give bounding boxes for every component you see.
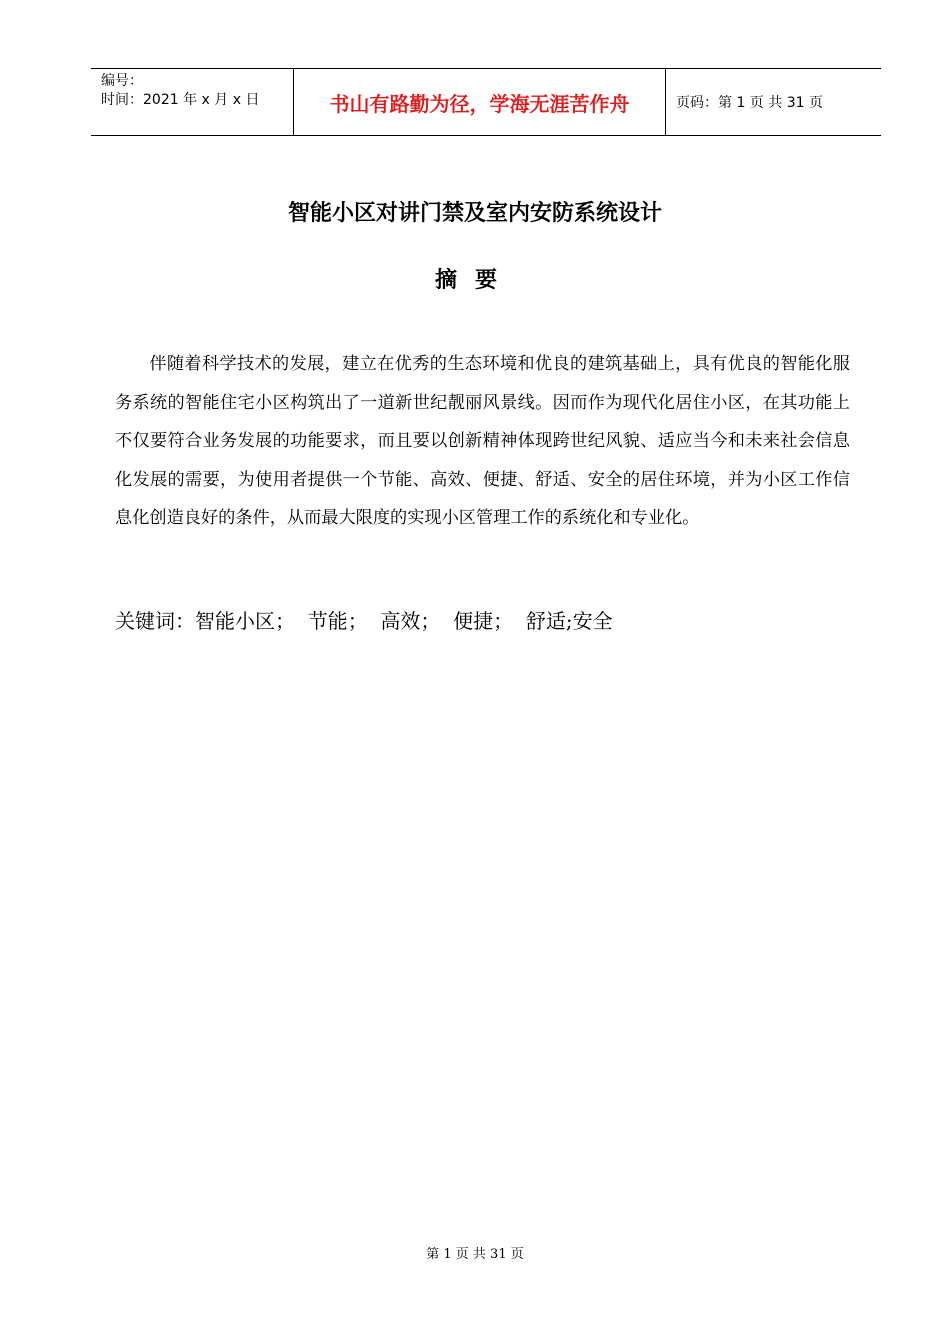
header-meta-cell [91, 69, 293, 135]
page-footer: 第 1 页 共 31 页 [426, 1247, 524, 1262]
document-title: 智能小区对讲门禁及室内安防系统设计 [287, 200, 662, 226]
header-motto-cell [293, 69, 666, 135]
abstract-heading: 摘要 [434, 267, 515, 293]
keywords-line: 关键词：智能小区； 节能； 高效； 便捷； 舒适;安全 [115, 609, 613, 633]
time-label: 时间：2021 年 x 月 x 日 [101, 92, 260, 108]
abstract-paragraph: 伴随着科学技术的发展，建立在优秀的生态环境和优良的建筑基础上，具有优良的智能化服务系统的智能住宅小区构筑出了一道新世纪靓丽风景线。因而作为现代化居住小区，在其功能上不仅要符合业务发展的功能要求，而且要以创新精神体现跨世纪风貌、适应当今和未来社会信息化发展的需要，为使用者提供一个节能、高效、便捷、舒适、安全的居住环境，并为小区工作信息化创造良好的条件，从而最大限度的实现小区管理工作的系统化和专业化。 [115, 354, 850, 528]
page-header [91, 68, 881, 136]
header-page-info: 页码：第 1 页 共 31 页 [676, 95, 823, 111]
motto-text: 书山有路勤为径，学海无涯苦作舟 [329, 92, 630, 116]
header-page-cell [666, 69, 881, 135]
serial-number-label: 编号： [101, 73, 143, 89]
